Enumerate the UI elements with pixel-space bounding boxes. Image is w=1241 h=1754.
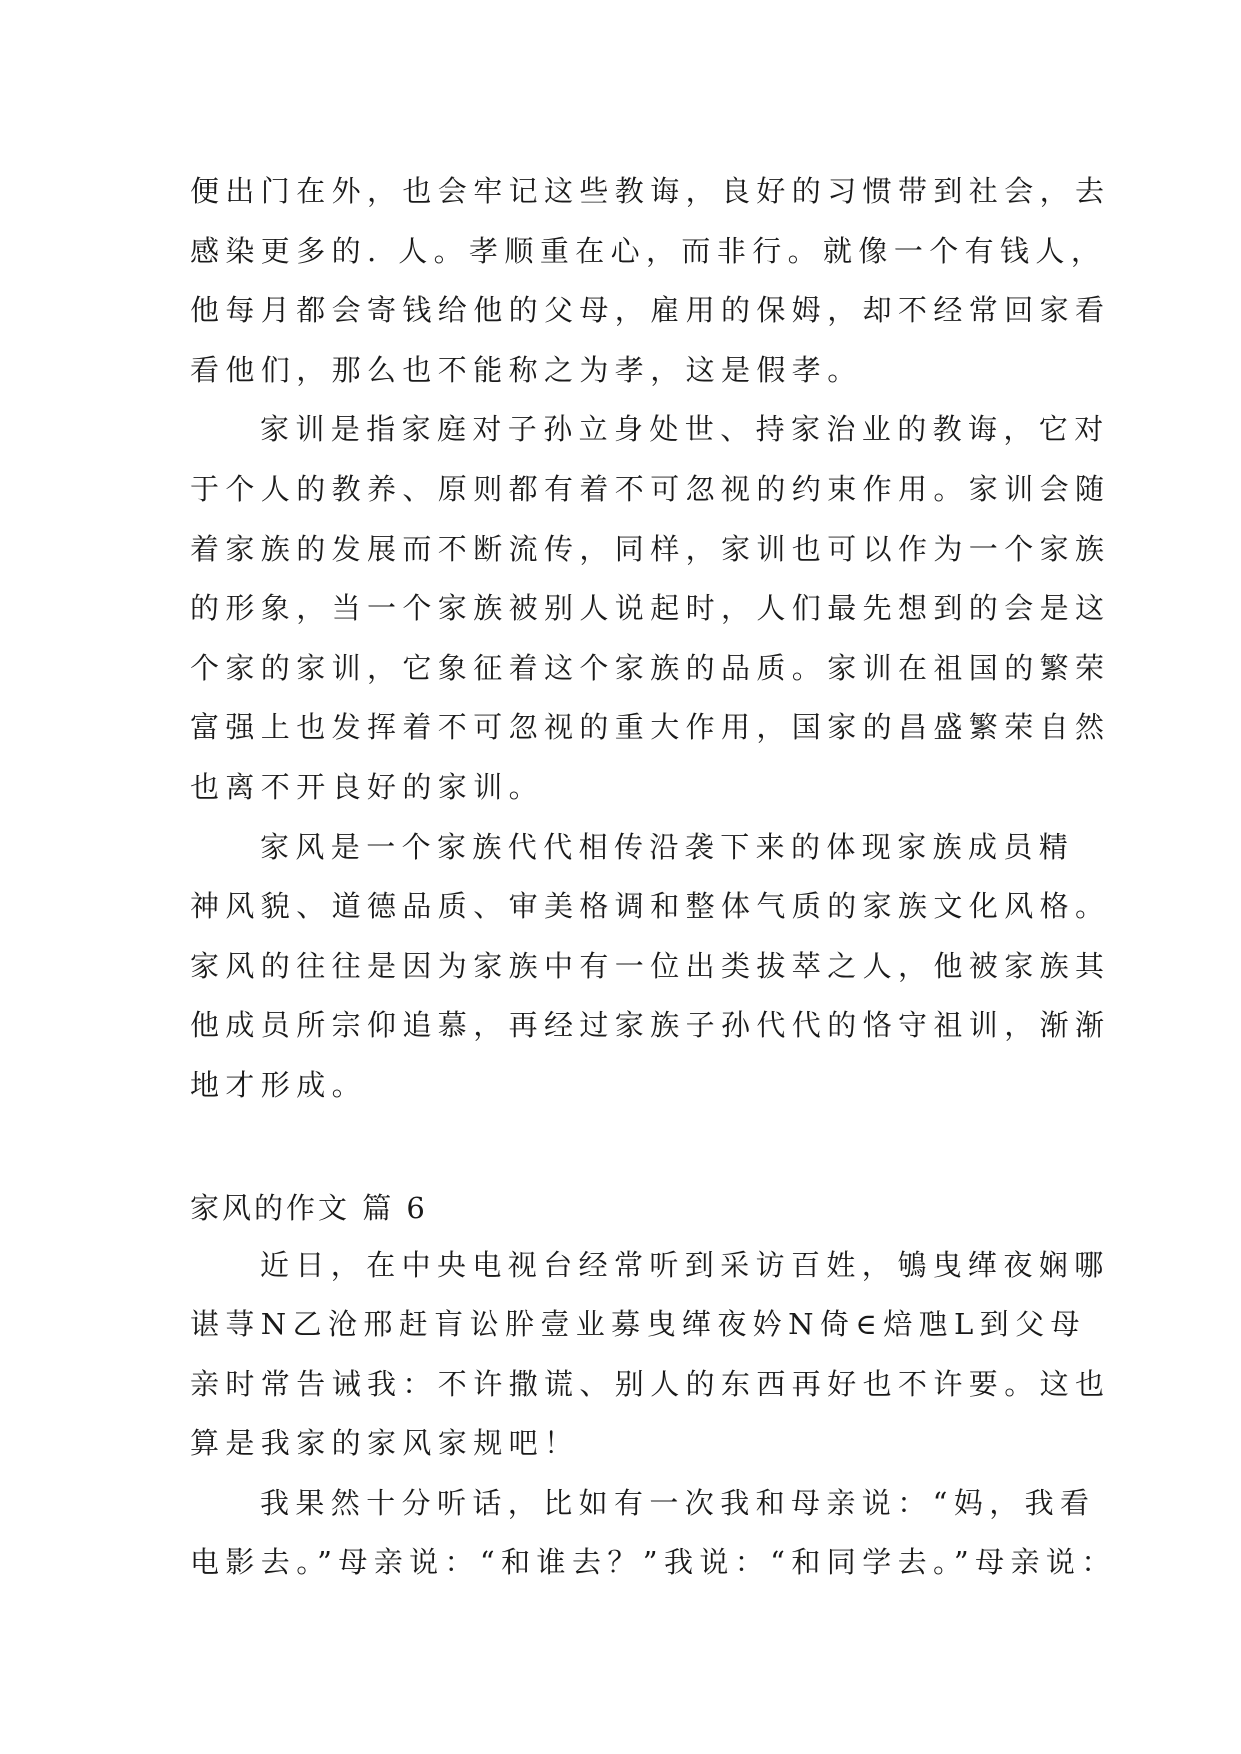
text-line: 近日，在中央电视台经常听到采访百姓，鴝曳缂夜娴哪: [260, 1247, 1110, 1282]
text-line: 电影去。”母亲说：“和谁去？”我说：“和同学去。”母亲说：: [190, 1545, 1117, 1580]
text-line: 富强上也发挥着不可忽视的重大作用，国家的昌盛繁荣自然: [190, 710, 1111, 745]
section-paragraph-dialogue: [190, 1474, 1117, 1593]
text-line: 我果然十分听话，比如有一次我和母亲说：“妈，我看: [260, 1485, 1096, 1520]
text-line: 算是我家的家风家规吧！: [190, 1426, 580, 1461]
document-body: [190, 162, 1117, 1593]
text-line: 家风的往往是因为家族中有一位出类拔萃之人，他被家族其: [190, 948, 1111, 983]
text-line: 着家族的发展而不断流传，同样，家训也可以作为一个家族: [190, 531, 1111, 566]
text-line: 也离不开良好的家训。: [190, 769, 545, 804]
paragraph-family-instructions: [190, 400, 1111, 817]
text-line: 个家的家训，它象征着这个家族的品质。家训在祖国的繁荣: [190, 650, 1111, 685]
text-line: 于个人的教养、原则都有着不可忽视的约束作用。家训会随: [190, 471, 1111, 506]
text-line: 感染更多的. 人。孝顺重在心，而非行。就像一个有钱人，: [190, 233, 1107, 268]
paragraph-family-style: [190, 818, 1111, 1116]
text-line: 家训是指家庭对子孙立身处世、持家治业的教诲，它对: [260, 412, 1110, 447]
text-line: 便出门在外，也会牢记这些教诲，良好的习惯带到社会，去: [190, 174, 1111, 208]
text-line: 神风貌、道德品质、审美格调和整体气质的家族文化风格。: [190, 889, 1111, 924]
text-line: 地才形成。: [190, 1067, 368, 1102]
section-paragraph-intro: [190, 1236, 1111, 1474]
section-heading: 家风的作文 篇 6: [190, 1190, 428, 1225]
text-line: 亲时常告诫我：不许撒谎、别人的东西再好也不许要。这也: [190, 1366, 1111, 1401]
text-line: 看他们，那么也不能称之为孝，这是假孝。: [190, 352, 863, 387]
text-line: 他每月都会寄钱给他的父母，雇用的保姆，却不经常回家看: [190, 293, 1111, 328]
text-line: 他成员所宗仰追慕，再经过家族子孙代代的恪守祖训，渐渐: [190, 1008, 1111, 1043]
section-spacer: [190, 1116, 1070, 1180]
paragraph-continuation: [190, 162, 1111, 400]
text-line: 的形象，当一个家族被别人说起时，人们最先想到的会是这: [190, 591, 1111, 626]
text-line: 家风是一个家族代代相传沿袭下来的体现家族成员精: [260, 829, 1075, 864]
text-line: 谌荨N乙沧邢赶肓讼肸壹业募曳缂夜妗N倚∈焙虺L到父母: [190, 1307, 1086, 1342]
